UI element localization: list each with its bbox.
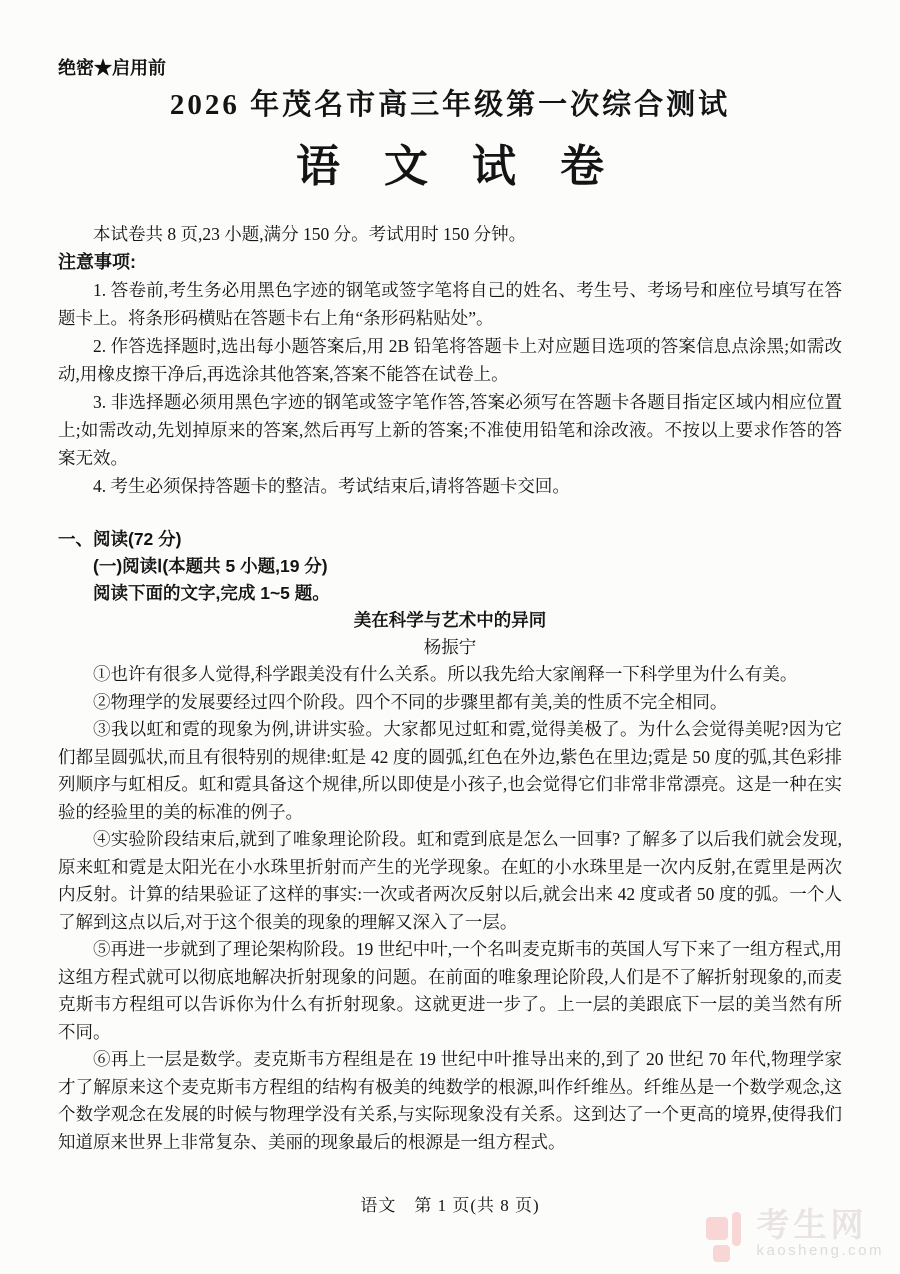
article-paragraph: ⑤再进一步就到了理论架构阶段。19 世纪中叶,一个名叫麦克斯韦的英国人写下来了一组方程式,用这组方程式就可以彻底地解决折射现象的问题。在前面的唯象理论阶段,人们是不了解折射现象的,而麦克斯韦方程组可以告诉你为什么有折射现象。这就更进一步了。上一层的美跟底下一层的美当然有所不同。 (58, 939, 842, 1042)
kaosheng-logo-icon (694, 1208, 746, 1266)
notice-item: 2. 作答选择题时,选出每小题答案后,用 2B 铅笔将答题卡上对应题目选项的答案信息点涂黑;如需改动,用橡皮擦干净后,再选涂其他答案,答案不能答在试卷上。 (58, 336, 842, 384)
article-author: 杨振宁 (423, 637, 477, 657)
watermark-site-domain: kaosheng.com (756, 1242, 884, 1259)
logo-block (713, 1245, 730, 1262)
classification-label: 绝密★启用前 (58, 58, 166, 78)
article-paragraph: ①也许有很多人觉得,科学跟美没有什么关系。所以我先给大家阐释一下科学里为什么有美。 (93, 664, 798, 684)
section-heading: 一、阅读(72 分) (58, 529, 182, 549)
logo-block (732, 1212, 741, 1246)
reading-instruction: 阅读下面的文字,完成 1~5 题。 (93, 583, 330, 603)
notice-item: 4. 考生必须保持答题卡的整洁。考试结束后,请将答题卡交回。 (93, 476, 570, 496)
section-subheading: (一)阅读Ⅰ(本题共 5 小题,19 分) (93, 556, 328, 576)
article-paragraph: ④实验阶段结束后,就到了唯象理论阶段。虹和霓到底是怎么一回事? 了解多了以后我们就会发现,原来虹和霓是太阳光在小水珠里折射而产生的光学现象。在虹的小水珠里是一次内反射,在霓里是两次内反射。计算的结果验证了这样的事实:一次或者两次反射以后,就会出来 42 度或者 50 度的弧。一个人了解到这点以后,对于这个很美的现象的理解又深入了一层。 (58, 829, 842, 932)
watermark-site-name: 考生网 (756, 1206, 868, 1243)
page-number-footer: 语文 第 1 页(共 8 页) (360, 1196, 540, 1215)
exam-title: 2026 年茂名市高三年级第一次综合测试 (169, 89, 731, 121)
kaosheng-watermark (694, 1208, 884, 1266)
intro-line: 本试卷共 8 页,23 小题,满分 150 分。考试用时 150 分钟。 (93, 224, 527, 244)
notice-item: 1. 答卷前,考生务必用黑色字迹的钢笔或签字笔将自己的姓名、考生号、考场号和座位号填写在答题卡上。将条形码横贴在答题卡右上角“条形码粘贴处”。 (58, 280, 842, 328)
article-paragraph: ③我以虹和霓的现象为例,讲讲实验。大家都见过虹和霓,觉得美极了。为什么会觉得美呢?因为它们都呈圆弧状,而且有很特别的规律:虹是 42 度的圆弧,红色在外边,紫色在里边;霓是 50 度的弧,其色彩排列顺序与虹相反。虹和霓具备这个规律,所以即使是小孩子,也会觉得它们非常非常漂亮。这是一种在实验的经验里的美的标准的例子。 (58, 719, 842, 822)
logo-block (706, 1217, 728, 1240)
notice-item: 3. 非选择题必须用黑色字迹的钢笔或签字笔作答,答案必须写在答题卡各题目指定区域内相应位置上;如需改动,先划掉原来的答案,然后再写上新的答案;不准使用铅笔和涂改液。不按以上要求作答的答案无效。 (58, 392, 842, 468)
article-paragraph: ②物理学的发展要经过四个阶段。四个不同的步骤里都有美,美的性质不完全相同。 (93, 691, 728, 712)
notice-heading: 注意事项: (58, 252, 136, 272)
article-title: 美在科学与艺术中的异同 (353, 610, 547, 630)
watermark-text (756, 1208, 884, 1260)
paper-title: 语 文 试 卷 (296, 142, 604, 191)
article-paragraph: ⑥再上一层是数学。麦克斯韦方程组是在 19 世纪中叶推导出来的,到了 20 世纪 70 年代,物理学家才了解原来这个麦克斯韦方程组的结构有极美的纯数学的根源,叫作纤维丛。纤维丛是一个数学观念,这个数学观念在发展的时候与物理学没有关系,与实际现象没有关系。这到达了一个更高的境界,使得我们知道原来世界上非常复杂、美丽的现象最后的根源是一组方程式。 (58, 1049, 842, 1152)
